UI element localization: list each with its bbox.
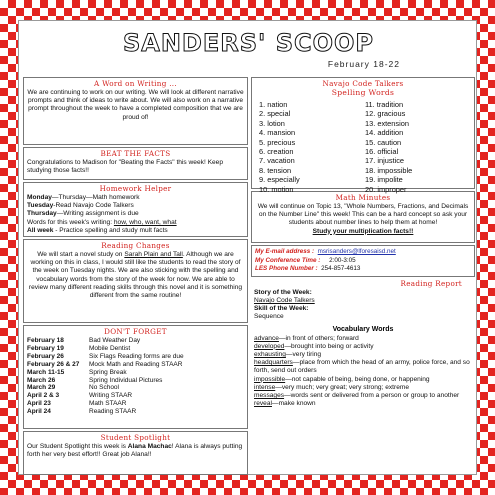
right-column	[251, 77, 475, 473]
vocab-definition: —very much; very great; very strong; extreme	[275, 383, 410, 391]
vocab-list	[254, 335, 472, 409]
event-date: April 23	[27, 400, 51, 408]
dont-forget-row	[27, 408, 244, 416]
math-text: We will continue on Topic 13, "Whole Numbers, Fractions, and Decimals on the Number Line" this week! This can be a hard concept so ask your students about number lines to help them at home!	[257, 203, 469, 227]
event-name: Bad Weather Day	[89, 337, 141, 344]
spelling-word: 6. creation	[259, 147, 294, 157]
contact-info	[251, 245, 475, 277]
spelling-column-2	[365, 100, 471, 194]
reading-changes-text: We will start a novel study on Sarah Plain and Tall. Although we are working on this in class, I would still like the students to read the story of the week on Tuesday nights. We are also sticking with the spelling and vocabulary words from the story of the week for now. We are able to review many different reading skills through this novel and it is something different from the same routine!	[28, 251, 243, 300]
math-section	[251, 191, 475, 243]
math-emphasis: Study your multiplication facts!!	[312, 227, 414, 235]
vocab-word: developed	[254, 342, 285, 350]
dont-forget-heading: DON'T FORGET	[104, 327, 167, 336]
spelling-section	[251, 77, 475, 194]
email-line: My E-mail address : msrisanders@lforesaisd.net	[255, 248, 396, 255]
dont-forget-list	[27, 337, 244, 416]
event-date: February 26	[27, 352, 64, 360]
vocab-word: messages	[254, 392, 285, 400]
event-date: February 18	[27, 337, 64, 344]
event-date: March 29	[27, 384, 56, 392]
homework-line: Monday—Thursday—Math homework	[27, 194, 140, 201]
vocab-word: headquarters	[254, 359, 293, 367]
spelling-word: 16. official	[365, 147, 399, 157]
newsletter-sheet	[18, 20, 477, 475]
email-link[interactable]: msrisanders@lforesaisd.net	[317, 248, 396, 255]
spelling-word: 4. mansion	[259, 128, 296, 138]
event-date: February 26 & 27	[27, 360, 80, 368]
spelling-word: 7. vacation	[259, 156, 295, 166]
event-name: Math STAAR	[89, 400, 127, 408]
vocab-entry	[254, 359, 472, 375]
reading-changes-section	[23, 239, 248, 323]
spelling-word: 12. gracious	[365, 109, 406, 119]
spelling-word: 1. nation	[259, 100, 288, 109]
vocab-entry	[254, 400, 472, 408]
masthead	[19, 21, 478, 79]
vocab-definition: —not capable of being, being done, or happening	[285, 375, 430, 383]
event-name: Mock Math and Reading STAAR	[89, 360, 183, 368]
vocab-word: reveal	[254, 400, 272, 408]
event-name: Mobile Dentist	[89, 344, 131, 352]
event-name: Spring Individual Pictures	[89, 376, 163, 384]
vocab-entry	[254, 335, 472, 343]
vocab-definition: —very tiring	[285, 351, 322, 358]
dont-forget-row	[27, 337, 244, 345]
spelling-word: 17. injustice	[365, 156, 405, 166]
dont-forget-row	[27, 392, 244, 400]
event-name: Reading STAAR	[89, 408, 137, 416]
conference-time-line: My Conference Time : 2:00-3:05	[255, 256, 356, 264]
vocab-entry	[254, 343, 472, 351]
vocab-entry	[254, 376, 472, 384]
beat-facts-section	[23, 147, 248, 180]
phone-line: LES Phone Number : 254-857-4613	[255, 265, 361, 273]
spelling-word: 18. impossible	[365, 165, 413, 175]
reading-report-heading: Reading Report	[400, 278, 462, 288]
vocab-word: exhausting	[254, 351, 286, 358]
beat-facts-heading: BEAT THE FACTS	[100, 149, 171, 158]
vocab-definition: —brought into being or activity	[284, 342, 374, 350]
spelling-word: 3. lotion	[259, 118, 285, 128]
spelling-word: 15. caution	[365, 137, 402, 147]
math-heading: Math Minutes	[335, 193, 391, 202]
spelling-heading-story: Navajo Code Talkers	[322, 79, 404, 88]
vocab-entry	[254, 384, 472, 392]
spelling-word: 14. addition	[365, 128, 404, 138]
event-date: April 24	[27, 408, 51, 416]
vocab-definition: —place from which the head of an army, police force, and so forth, send out orders	[254, 359, 470, 375]
reading-changes-heading: Reading Changes	[101, 241, 170, 250]
event-name: No School	[89, 384, 119, 392]
vocab-entry	[254, 351, 472, 359]
event-date: April 2 & 3	[27, 392, 60, 400]
writing-heading: A Word on Writing ...	[94, 79, 177, 88]
spelling-word: 19. impolite	[365, 175, 403, 185]
event-name: Writing STAAR	[89, 392, 133, 400]
spelling-word: 5. precious	[259, 137, 296, 147]
spelling-word-list	[255, 100, 471, 194]
event-name: Six Flags Reading forms are due	[89, 352, 184, 360]
dont-forget-row	[27, 353, 244, 361]
dont-forget-row	[27, 400, 244, 408]
beat-facts-text: Congratulations to Madison for "Beating the Facts" this week! Keep studying those facts!!	[27, 159, 224, 175]
story-label: Story of the Week:	[254, 288, 312, 296]
dont-forget-row	[27, 384, 244, 392]
newsletter-date: February 18-22	[327, 59, 400, 69]
vocab-heading: Vocabulary Words	[332, 325, 394, 333]
homework-section	[23, 182, 248, 237]
spelling-word: 11. tradition	[365, 100, 404, 109]
spelling-heading: Spelling Words	[331, 88, 395, 97]
spotlight-text: Our Student Spotlight this week is Alana Machac! Alana is always putting forth her very best effort!! Great job Alana!!	[27, 443, 243, 459]
spotlight-section	[23, 431, 248, 475]
spelling-word: 20. improper	[365, 184, 407, 194]
spotlight-heading: Student Spotlight	[100, 433, 171, 442]
homework-words-line: Words for this week's writing: how, who, want, what	[27, 218, 177, 226]
skill-value: Sequence	[254, 313, 284, 321]
event-date: March 26	[27, 376, 56, 384]
homework-all-week-line: All week - Practice spelling and study mult facts	[27, 226, 168, 234]
reading-report-section	[251, 279, 475, 457]
newsletter-title: SANDERS' SCOOP	[122, 29, 375, 57]
vocab-entry	[254, 392, 472, 400]
spelling-word: 13. extension	[365, 118, 409, 128]
homework-heading: Homework Helper	[99, 184, 172, 193]
homework-line: Thursday—Writing assignment is due	[27, 210, 139, 218]
vocab-word: impossible	[254, 375, 286, 383]
event-date: February 19	[27, 344, 64, 352]
homework-line: Tuesday-Read Navajo Code Talkers	[27, 202, 134, 210]
vocab-word: intense	[254, 383, 276, 391]
writing-section	[23, 77, 248, 145]
spelling-word: 10. motion	[259, 184, 294, 194]
vocab-word: advance	[254, 334, 279, 342]
skill-label: Skill of the Week:	[254, 305, 309, 313]
dont-forget-row	[27, 369, 244, 377]
dont-forget-row	[27, 377, 244, 385]
left-column	[23, 77, 248, 473]
vocab-definition: —in front of others; forward	[278, 334, 359, 342]
event-date: March 11-15	[27, 368, 65, 376]
spelling-column-1	[259, 100, 365, 194]
spelling-word: 2. special	[259, 109, 291, 119]
spelling-word: 8. tension	[259, 165, 292, 175]
story-value: Navajo Code Talkers	[254, 296, 315, 304]
event-name: Spring Break	[89, 368, 127, 376]
dont-forget-row	[27, 361, 244, 369]
vocab-definition: —words sent or delivered from a person or group to another	[284, 392, 460, 400]
dont-forget-row	[27, 345, 244, 353]
spelling-word: 9. especially	[259, 175, 300, 185]
writing-text: We are continuing to work on our writing. We will look at different narrative prompts and think of ideas to write about. We will also work on a narrative prompt throughout the week to have a completed composition that we are proud of!	[27, 89, 244, 121]
vocab-definition: —make known	[271, 400, 316, 408]
dont-forget-section	[23, 325, 248, 429]
